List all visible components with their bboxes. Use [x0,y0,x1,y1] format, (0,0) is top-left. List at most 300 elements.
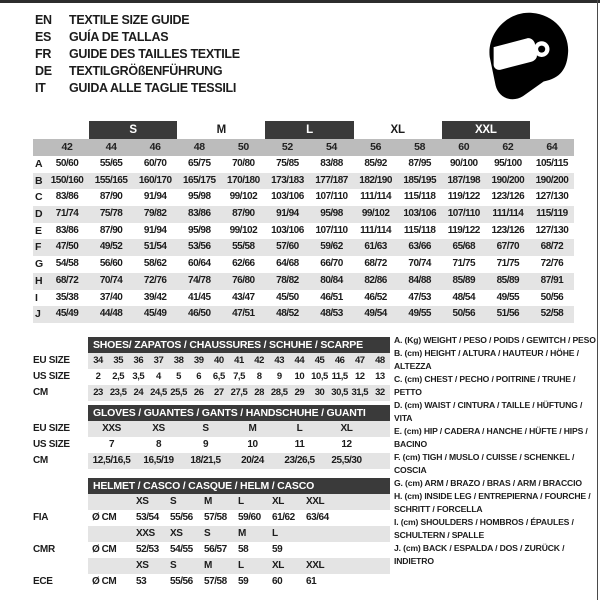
size-value: 91/94 [143,191,167,203]
value-cell: 24 [133,387,144,398]
value-cell: 6 [196,371,202,382]
size-value: 58/62 [143,258,167,270]
value-cell: 31,5 [351,387,369,398]
size-value: 55/65 [99,158,123,169]
value-cell: XXS [102,423,121,434]
size-value: 111/114 [492,208,524,220]
value-cell: 35 [113,355,124,366]
language-row [35,11,240,28]
value-cell: 26 [193,387,204,398]
size-value: 170/180 [227,174,260,186]
size-value: 47/53 [408,291,431,303]
size-value: 48/54 [452,291,476,303]
value-cell: 23,5 [109,387,127,398]
measure-row [33,369,390,385]
language-code: ES [35,29,52,44]
size-value: 95/98 [320,208,343,220]
size-value: 60/70 [143,158,167,169]
language-row [35,79,240,96]
value-cell: 11 [294,439,305,450]
size-value: 84/88 [408,274,431,286]
helmet-table-title: HELMET / CASCO / CASQUE / HELM / CASCO [88,478,390,494]
size-value: 105/115 [535,158,568,169]
helmet-size-label: XXL [306,496,325,507]
size-value: 55/58 [232,241,255,253]
size-label: 46 [149,141,161,153]
diameter-unit: Ø CM [92,512,117,523]
row-letter: I [35,291,38,304]
helmet-table [33,478,390,590]
measure-row [33,453,390,469]
value-cell: 27 [214,387,224,398]
value-cell: 10 [294,371,305,382]
size-value: 95/98 [188,224,211,236]
row-letter: H [35,274,43,287]
language-title: TEXTILGRÖßENFÜHRUNG [69,63,223,78]
language-code: EN [35,12,52,27]
value-cell: 13 [375,371,385,382]
row-label: CM [33,387,48,398]
size-value: 111/114 [360,224,392,236]
language-code: FR [35,46,52,61]
language-row [35,62,240,79]
language-title: GUIDA ALLE TAGLIE TESSILI [69,80,237,95]
size-value: 48/52 [276,308,299,320]
size-value: 47/50 [55,241,79,253]
language-code: DE [35,63,52,78]
row-letter: A [35,158,43,170]
helmet-value: 61/62 [272,512,295,523]
size-value: 91/94 [276,208,299,220]
size-value: 65/75 [188,158,211,169]
value-cell: 39 [193,355,204,366]
racing-helmet-icon [476,5,574,105]
size-value: 46/51 [320,291,343,303]
size-value: 83/86 [55,191,79,203]
helmet-value: 54/55 [170,544,193,555]
value-cell: XL [340,423,353,434]
size-value: 107/110 [315,191,348,203]
right-border-line [597,0,598,600]
helmet-value: 55/56 [170,512,193,523]
value-cell: 12 [354,371,365,382]
size-value: 127/130 [535,224,569,236]
legend [394,334,597,568]
helmet-size-label: XS [170,528,183,539]
helmet-value: 55/56 [170,576,193,587]
textile-row-a [33,156,574,173]
textile-row-c [33,189,574,206]
value-cell: 25,5/30 [331,455,362,466]
helmet-size-label: XXS [136,528,155,539]
size-value: 64/68 [276,258,299,270]
size-value: 82/86 [364,274,387,286]
size-value: 115/119 [536,208,568,220]
value-cell: 27,5 [230,387,248,398]
value-cell: 42 [254,355,264,366]
row-label [33,526,88,542]
size-label: 54 [325,141,338,153]
value-cell: 28 [254,387,264,398]
size-value: 87/95 [408,158,431,169]
size-value: 80/84 [320,274,343,286]
helmet-size-label: L [272,528,278,539]
helmet-size-label: M [204,496,212,507]
helmet-size-label: S [204,528,211,539]
value-cell: 43 [274,355,285,366]
helmet-value: 57/58 [204,512,227,523]
row-label: US SIZE [33,371,70,382]
value-cell: 30,5 [331,387,348,398]
values-band [88,453,390,469]
empty-cell [88,526,134,542]
size-value: 119/122 [447,191,480,203]
size-value: 155/165 [94,174,128,186]
value-cell: L [296,423,303,434]
size-value: 83/88 [320,158,343,169]
helmet-size-label: L [238,560,244,571]
helmet-value: 58 [238,544,249,555]
size-value: 173/183 [271,174,304,186]
size-value: 51/54 [143,241,167,253]
size-value: 71/75 [452,258,476,270]
values-band [88,385,390,401]
size-value: 76/80 [232,274,255,286]
value-cell: 40 [214,355,224,366]
size-value: 39/42 [143,291,167,303]
size-value: 51/56 [496,308,520,320]
language-title: GUIDE DES TAILLES TEXTILE [69,46,240,61]
shoes-table [33,337,390,401]
size-value: 52/58 [540,308,564,320]
measure-row [33,385,390,401]
size-value: 68/72 [364,258,387,270]
size-value: 187/198 [447,174,481,186]
value-cell: 10,5 [311,371,328,382]
helmet-sizes-row [33,526,390,542]
helmet-values-band [88,574,390,590]
size-value: 67/70 [496,241,520,253]
helmet-value: 59 [272,544,283,555]
size-value: 75/85 [276,158,299,169]
row-letter: D [35,208,43,221]
textile-row-e [33,223,574,240]
diameter-unit: Ø CM [92,544,117,555]
size-value: 45/49 [143,308,167,320]
value-cell: 38 [173,355,184,366]
value-cell: 46 [334,355,345,366]
value-cell: 9 [276,371,282,382]
size-value: 99/102 [229,191,258,203]
size-value: 127/130 [535,191,569,203]
value-cell: M [248,423,257,434]
helmet-value: 53 [136,576,147,587]
row-letter: E [35,224,42,237]
legend-item: C. (cm) CHEST / PECHO / POITRINE / TRUHE / PETTO [394,374,576,397]
row-letter: B [35,174,43,187]
value-cell: 9 [202,439,209,450]
value-cell: S [202,423,209,434]
size-value: 46/50 [188,308,211,320]
size-value: 50/56 [452,308,476,320]
measure-row [33,437,390,453]
size-value: 107/110 [447,208,480,220]
size-value: 85/92 [364,158,387,169]
legend-item: A. (Kg) WEIGHT / PESO / POIDS / GEWITCH / PESO [394,335,596,345]
value-cell: 20/24 [241,455,264,466]
value-cell: 8 [256,371,262,382]
size-value: 35/38 [55,291,79,303]
legend-item: I. (cm) SHOULDERS / HOMBROS / ÉPAULES / SCHULTERN / SPALLE [394,517,574,540]
size-value: 72/76 [540,258,564,270]
size-label: 64 [546,141,558,153]
helmet-values-band [88,542,390,558]
gloves-table [33,405,390,469]
size-value: 190/200 [491,174,525,186]
helmet-sizes-row [33,558,390,574]
size-group-xl: XL [390,124,405,136]
size-group-l: L [265,121,353,139]
size-value: 85/89 [452,274,476,286]
size-value: 87/90 [232,208,255,220]
textile-row-h [33,273,574,290]
helmet-size-label: S [170,496,177,507]
helmet-values-row-cmr [33,542,390,558]
size-group-xxl: XXL [442,121,530,139]
size-value: 123/126 [491,224,525,236]
value-cell: 12 [341,439,352,450]
textile-row-j [33,306,574,323]
row-label: EU SIZE [33,423,70,434]
size-value: 75/78 [99,208,123,220]
language-row [35,45,240,62]
size-label: 42 [61,141,73,153]
size-value: 72/76 [143,274,167,286]
size-value: 50/60 [55,158,79,169]
size-value: 49/54 [364,308,387,320]
value-cell: 4 [156,371,161,382]
size-value: 45/50 [276,291,299,303]
empty-cell [88,558,134,574]
helmet-size-label: L [238,496,244,507]
helmet-sizes-band [88,494,390,510]
helmet-value: 60 [272,576,283,587]
measure-row [33,353,390,369]
value-cell: 12,5/16,5 [92,455,131,466]
size-value: 74/78 [188,274,211,286]
value-cell: 6,5 [212,371,225,382]
values-band [88,369,390,385]
helmet-values-row-ece [33,574,390,590]
diameter-unit: Ø CM [92,576,117,587]
row-label [33,558,88,574]
size-value: 37/40 [99,291,123,303]
size-value: 87/90 [99,191,123,203]
helmet-size-label: XL [272,560,284,571]
size-value: 87/91 [540,274,564,286]
value-cell: XS [152,423,165,434]
helmet-value: 52/53 [136,544,159,555]
helmet-value: 57/58 [204,576,227,587]
size-value: 85/89 [496,274,520,286]
size-value: 62/66 [232,258,255,270]
size-value: 90/100 [449,158,478,169]
legend-item: D. (cm) WAIST / CINTURA / TAILLE / HÜFTUNG / VITA [394,400,583,423]
size-value: 61/63 [364,241,387,253]
size-value: 115/118 [403,224,436,236]
size-group-m: M [216,124,227,136]
row-letter: J [35,308,41,321]
size-label: 58 [414,141,426,153]
legend-item: E. (cm) HIP / CADERA / HANCHE / HÜFTE / HIPS / BACINO [394,426,588,449]
size-value: 41/45 [188,291,211,303]
helmet-size-label: M [238,528,246,539]
textile-row-f [33,239,574,256]
helmet-size-label: XXL [306,560,325,571]
standard-label: CMR [33,544,55,555]
legend-item: F. (cm) TIGH / MUSLO / CUISSE / SCHENKEL / COSCIA [394,452,575,475]
value-cell: 3,5 [132,371,145,382]
size-label: 62 [502,141,514,153]
helmet-values-row-fia [33,510,390,526]
size-value: 103/106 [403,208,437,220]
size-value: 66/70 [320,258,343,270]
value-cell: 47 [354,355,365,366]
value-cell: 25,5 [170,387,187,398]
size-value: 47/51 [232,308,255,320]
helmet-sizes-band [88,526,390,542]
size-value: 49/52 [99,241,123,253]
size-value: 49/55 [496,291,520,303]
size-value: 165/175 [182,174,216,186]
size-value: 160/170 [138,174,172,186]
size-value: 56/60 [99,258,123,270]
size-value: 46/52 [364,291,387,303]
helmet-value: 63/64 [306,512,329,523]
value-cell: 28,5 [270,387,288,398]
language-title: TEXTILE SIZE GUIDE [69,12,190,27]
value-cell: 18/21,5 [190,455,221,466]
value-cell: 32 [375,387,385,398]
textile-row-g [33,256,574,273]
value-cell: 30 [314,387,325,398]
size-value: 190/200 [535,174,569,186]
size-value: 63/66 [408,241,431,253]
textile-row-i [33,290,574,307]
empty-cell [33,139,45,156]
values-band [88,437,390,453]
size-label: 56 [370,141,382,153]
size-value: 59/62 [320,241,343,253]
value-cell: 37 [153,355,164,366]
value-cell: 7 [108,439,115,450]
size-numbers-row [33,139,574,156]
helmet-size-label: XS [136,496,149,507]
size-label: 50 [237,141,249,153]
helmet-value: 56/57 [204,544,227,555]
size-group-s: S [89,121,177,139]
size-value: 83/86 [55,224,79,236]
legend-item: B. (cm) HEIGHT / ALTURA / HAUTEUR / HÖHE / ALTEZZA [394,348,579,371]
size-value: 53/56 [188,241,211,253]
size-value: 54/58 [55,258,79,270]
size-value: 65/68 [452,241,476,253]
helmet-size-label: XL [272,496,284,507]
size-value: 70/74 [99,274,123,286]
legend-item: J. (cm) BACK / ESPALDA / DOS / ZURÜCK / INDIETRO [394,543,565,566]
row-label: US SIZE [33,439,70,450]
legend-item: G. (cm) ARM / BRAZO / BRAS / ARM / BRACCIO [394,478,582,488]
helmet-size-label: XS [136,560,149,571]
helmet-size-label: S [170,560,177,571]
size-value: 182/190 [359,174,392,186]
measure-row [33,421,390,437]
size-value: 45/49 [55,308,79,320]
value-cell: 7,5 [233,371,245,382]
value-cell: 5 [176,371,182,382]
size-value: 44/48 [99,308,123,320]
helmet-size-label: M [204,560,212,571]
size-value: 70/80 [232,158,255,169]
value-cell: 23/26,5 [284,455,315,466]
size-value: 95/100 [494,158,522,169]
value-cell: 8 [155,439,162,450]
size-value: 48/53 [320,308,343,320]
value-cell: 24,5 [150,387,167,398]
size-label: 52 [281,141,293,153]
row-letter: C [35,191,43,204]
value-cell: 2 [95,371,101,382]
gloves-table-title: GLOVES / GUANTES / GANTS / HANDSCHUHE / GUANTI [88,405,390,421]
legend-item: H. (cm) INSIDE LEG / ENTREPIERNA / FOURCHE / SCHRITT / FORCELLA [394,491,591,514]
textile-row-d [33,206,574,223]
value-cell: 11,5 [331,371,348,382]
row-label: EU SIZE [33,355,70,366]
size-group-row [33,121,574,139]
size-value: 123/126 [491,191,525,203]
top-border-line [0,0,600,3]
size-value: 43/47 [232,291,255,303]
size-value: 111/114 [360,191,392,203]
standard-label: ECE [33,576,53,587]
value-cell: 44 [294,355,305,366]
value-cell: 34 [93,355,103,366]
value-cell: 10 [247,439,258,450]
value-cell: 48 [375,355,385,366]
size-value: 60/64 [188,258,211,270]
values-band [88,353,390,369]
size-value: 78/82 [276,274,299,286]
helmet-value: 53/54 [136,512,159,523]
size-label: 60 [458,141,470,153]
size-value: 68/72 [55,274,79,286]
textile-row-b [33,173,574,190]
value-cell: 16,5/19 [143,455,174,466]
textile-size-table [33,121,574,323]
value-cell: 23 [93,387,103,398]
language-code: IT [35,80,46,95]
size-label: 48 [193,141,205,153]
helmet-sizes-band [88,558,390,574]
size-value: 83/86 [188,208,211,220]
value-cell: 2,5 [112,371,125,382]
shoes-table-title: SHOES/ ZAPATOS / CHAUSSURES / SCHUHE / SCARPE [88,337,390,353]
size-value: 107/110 [315,224,348,236]
size-value: 119/122 [447,224,480,236]
row-letter: F [35,241,42,254]
size-value: 103/106 [271,191,304,203]
row-label [33,494,88,510]
